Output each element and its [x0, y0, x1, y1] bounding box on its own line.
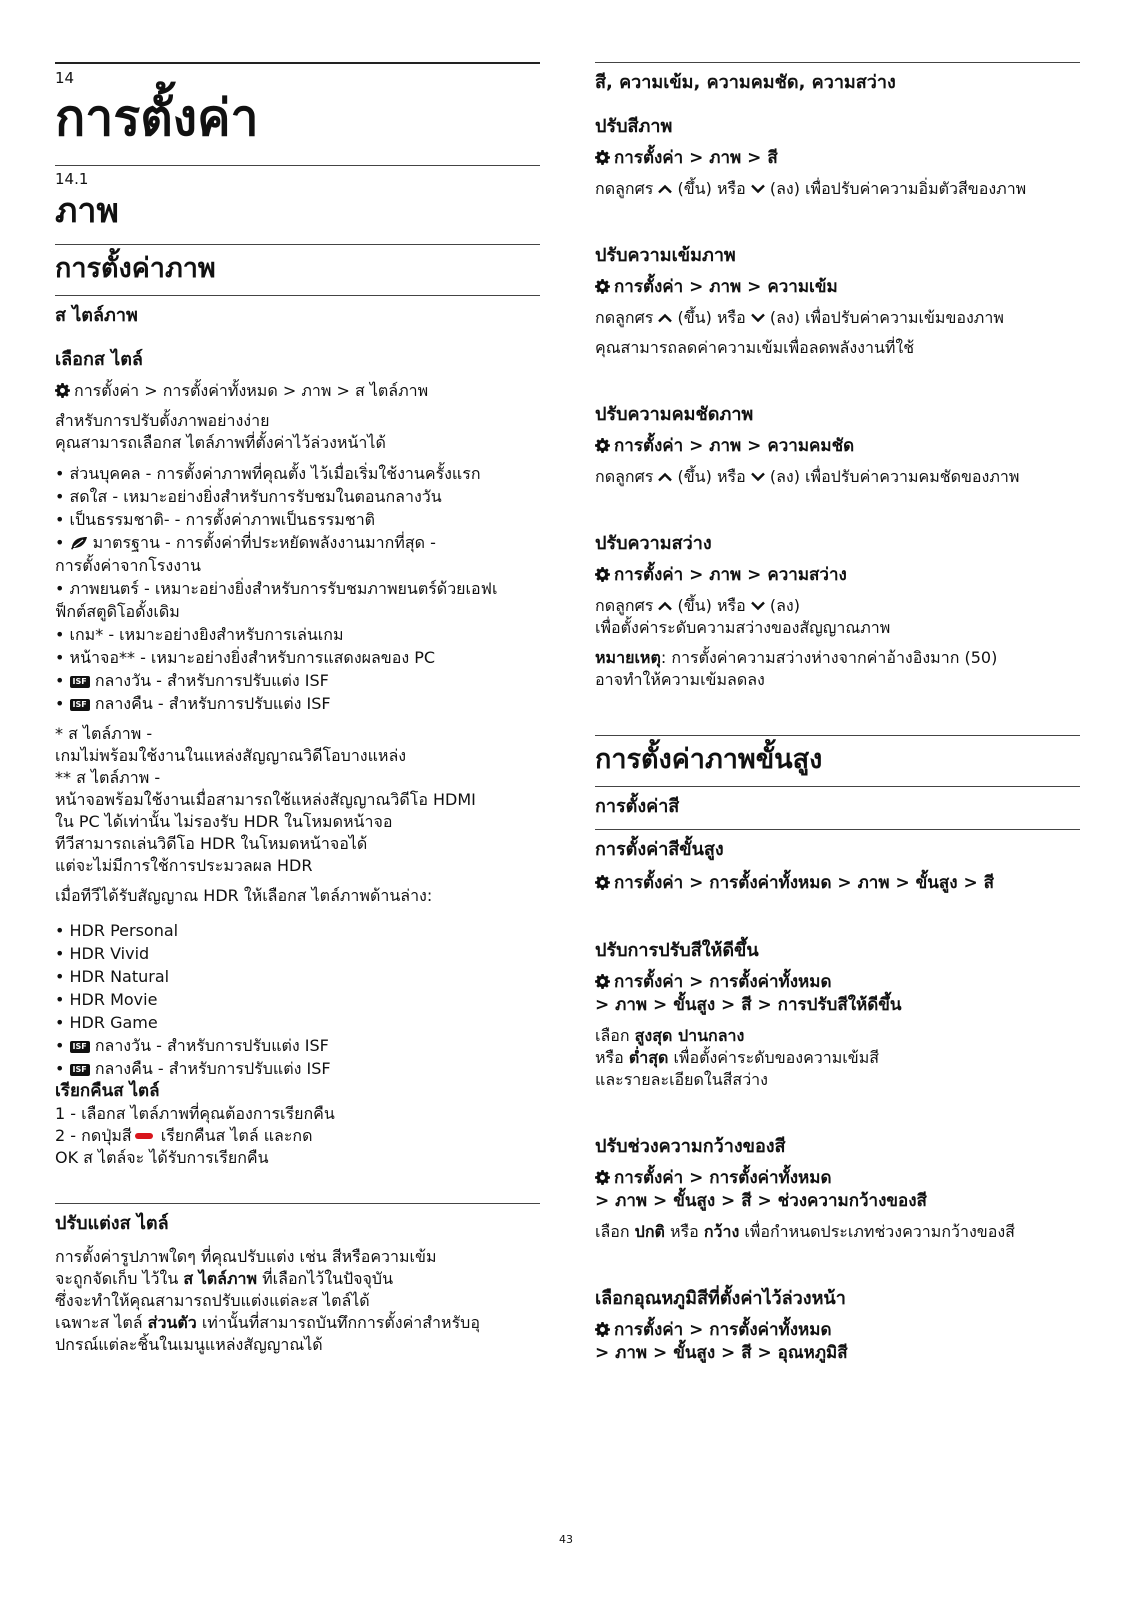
isf-icon: ISF	[70, 676, 90, 688]
text-line: อาจทำให้ความเข้มลดลง	[595, 670, 765, 689]
text-line: ที่เลือกไว้ในปัจจุบัน	[257, 1269, 394, 1288]
right-column	[595, 62, 1080, 1373]
text-line: (ลง) เพื่อปรับค่าความเข้มของภาพ	[764, 308, 1004, 327]
text-line: หรือ	[664, 1222, 704, 1241]
arrow-up-icon	[658, 313, 672, 323]
spacer	[595, 367, 1080, 393]
text-bold: กว้าง	[703, 1222, 740, 1241]
intro-line: สำหรับการปรับตั้งภาพอย่างง่าย	[55, 411, 270, 430]
bullet: •	[55, 671, 70, 690]
heading-color-gamut: ปรับช่วงความกว้างของสี	[595, 1136, 786, 1157]
page-number: 43	[559, 1533, 573, 1546]
spacer	[55, 1177, 540, 1203]
menu-path-text: การตั้งค่า > การตั้งค่าทั้งหมด	[614, 1320, 832, 1340]
list-item: • HDR Movie	[55, 990, 158, 1009]
list-item: • หน้าจอ** - เหมาะอย่างยิ่งสำหรับการแสดงผลของ PC	[55, 648, 436, 667]
arrow-up-icon	[658, 184, 672, 194]
text-bold: ส่วนตัว	[147, 1313, 197, 1332]
text-line: กดลูกศร	[595, 596, 659, 615]
sharpness-text	[595, 466, 1080, 488]
isf-icon: ISF	[70, 1041, 90, 1053]
menu-path-text: การตั้งค่า > ภาพ > สี	[614, 148, 778, 168]
spacer	[595, 1251, 1080, 1277]
heading-color: ปรับสีภาพ	[595, 116, 673, 137]
text-line: (ขึ้น) หรือ	[672, 467, 751, 486]
menu-path-text: การตั้งค่า > ภาพ > ความสว่าง	[614, 565, 847, 585]
footnote-line: * ส ไตล์ภาพ -	[55, 724, 153, 743]
text-line: เพื่อตั้งค่าระดับความสว่างของสัญญาณภาพ	[595, 618, 891, 637]
list-item	[55, 1057, 540, 1080]
spacer	[595, 1099, 1080, 1125]
intro-line: คุณสามารถเลือกส ไตล์ภาพที่ตั้งค่าไว้ล่วงหน้าได้	[55, 433, 386, 452]
menu-path-text: การตั้งค่า > ภาพ > ความเข้ม	[614, 277, 838, 297]
arrow-down-icon	[751, 472, 765, 482]
heading-advanced-picture: การตั้งค่าภาพขั้นสูง	[595, 744, 823, 775]
gear-icon	[595, 438, 610, 453]
enhancement-text	[595, 1025, 1080, 1091]
style-list	[55, 462, 540, 715]
text-line: และรายละเอียดในสีสว่าง	[595, 1070, 768, 1089]
menu-path-style	[55, 380, 540, 402]
list-item: • HDR Game	[55, 1013, 158, 1032]
list-text: กลางคืน - สำหรับการปรับแต่ง ISF	[89, 694, 331, 713]
text-line: กดลูกศร	[595, 467, 659, 486]
arrow-down-icon	[751, 601, 765, 611]
list-item	[55, 669, 540, 692]
left-column	[55, 62, 540, 1364]
spacer	[595, 699, 1080, 735]
menu-path-text: > ภาพ > ขั้นสูง > สี > การปรับสีให้ดีขึ้น	[595, 995, 902, 1015]
chapter-number: 14	[55, 69, 75, 87]
intro-text	[55, 410, 540, 454]
eco-leaf-icon	[70, 536, 88, 550]
gear-icon	[595, 1170, 610, 1185]
text-bold: สูงสุด ปานกลาง	[634, 1026, 745, 1045]
text-line: (ลง)	[764, 596, 800, 615]
spacer	[595, 496, 1080, 522]
text-line: เท่านั้นที่สามารถบันทึกการตั้งค่าสำหรับอุ	[196, 1313, 480, 1332]
step-line: 1 - เลือกส ไตล์ภาพที่คุณต้องการเรียกคืน	[55, 1104, 335, 1123]
list-text: • ภาพยนตร์ - เหมาะอย่างยิ่งสำหรับการรับชมภาพยนตร์ด้วยเอฟเ	[55, 579, 498, 598]
customize-text	[55, 1246, 540, 1356]
menu-path-temperature	[595, 1319, 1080, 1365]
footnote	[55, 723, 540, 877]
heading-picture-style: ส ไตล์ภาพ	[55, 305, 138, 326]
footnote-line: แต่จะไม่มีการใช้การประมวลผล HDR	[55, 856, 313, 875]
section-title: ภาพ	[55, 191, 119, 231]
step-line: เรียกคืนส ไตล์ และกด	[155, 1126, 313, 1145]
heading-picture-settings: การตั้งค่าภาพ	[55, 253, 216, 284]
isf-icon: ISF	[70, 699, 90, 711]
menu-path-text: > ภาพ > ขั้นสูง > สี > ช่วงความกว้างของสี	[595, 1191, 927, 1211]
gamut-text	[595, 1221, 1080, 1243]
contrast-text	[595, 307, 1080, 329]
text-line: ซึ่งจะทำให้คุณสามารถปรับแต่งแต่ละส ไตล์ได้	[55, 1291, 370, 1310]
list-item: • เกม* - เหมาะอย่างยิงสำหรับการเล่นเกม	[55, 625, 344, 644]
heading-customize-style: ปรับแต่งส ไตล์	[55, 1213, 169, 1234]
text-line: การตั้งค่ารูปภาพใดๆ ที่คุณปรับแต่ง เช่น สีหรือความเข้ม	[55, 1247, 437, 1266]
text-line: ปกรณ์แต่ละชิ้นในเมนูแหล่งสัญญาณได้	[55, 1335, 323, 1354]
menu-path-brightness	[595, 564, 1080, 587]
text-line: (ขึ้น) หรือ	[672, 179, 751, 198]
menu-path-text: > ภาพ > ขั้นสูง > สี > อุณหภูมิสี	[595, 1343, 848, 1363]
list-item: • HDR Personal	[55, 921, 179, 940]
menu-path-text: การตั้งค่า > การตั้งค่าทั้งหมด > ภาพ > ขั้นสูง > สี	[614, 873, 994, 893]
chapter-title: การตั้งค่า	[55, 89, 259, 147]
heading-restore-style: เรียกคืนส ไตล์	[55, 1081, 160, 1101]
gear-icon	[595, 974, 610, 989]
isf-icon: ISF	[70, 1064, 90, 1076]
text-line: เลือก	[595, 1222, 635, 1241]
menu-path-color	[595, 147, 1080, 170]
gear-icon	[595, 567, 610, 582]
heading-advanced-color: การตั้งค่าสีขั้นสูง	[595, 839, 724, 860]
red-key-icon	[135, 1133, 153, 1139]
gear-icon	[595, 1322, 610, 1337]
menu-path-text: การตั้งค่า > การตั้งค่าทั้งหมด > ภาพ > ส ไตล์ภาพ	[74, 381, 429, 400]
hdr-style-list	[55, 919, 540, 1080]
bullet: •	[55, 533, 70, 552]
text-line: หรือ	[595, 1048, 629, 1067]
step-line: 2 - กดปุ่มสี	[55, 1126, 132, 1145]
list-item	[55, 531, 540, 577]
list-item: • HDR Natural	[55, 967, 170, 986]
heading-color-enhancement: ปรับการปรับสีให้ดีขึ้น	[595, 940, 759, 961]
text-line: เพื่อตั้งค่าระดับของความเข้มสี	[668, 1048, 880, 1067]
brightness-note	[595, 647, 1080, 691]
heading-color-temperature: เลือกอุณหภูมิสีที่ตั้งค่าไว้ล่วงหน้า	[595, 1288, 846, 1309]
footnote-line: ใน PC ได้เท่านั้น ไม่รองรับ HDR ในโหมดหน้าจอ	[55, 812, 393, 831]
text-line: : การตั้งค่าความสว่างห่างจากค่าอ้างอิงมาก (50)	[660, 648, 998, 667]
color-text	[595, 178, 1080, 200]
list-text: ฟ็กต์สตูดิโอดั้งเดิม	[55, 602, 180, 621]
footnote-line: เกมไม่พร้อมใช้งานในแหล่งสัญญาณวิดีโอบางแหล่ง	[55, 746, 407, 765]
menu-path-text: การตั้งค่า > การตั้งค่าทั้งหมด	[614, 1168, 832, 1188]
list-item	[55, 577, 540, 623]
list-item: • HDR Vivid	[55, 944, 150, 963]
brightness-text	[595, 595, 1080, 639]
menu-path-gamut	[595, 1167, 1080, 1213]
menu-path-sharpness	[595, 435, 1080, 458]
list-item: • สดใส - เหมาะอย่างยิ่งสำหรับการรับชมในตอนกลางวัน	[55, 487, 442, 506]
footnote-line: ** ส ไตล์ภาพ -	[55, 768, 161, 787]
text-line: เลือก	[595, 1026, 635, 1045]
menu-path-text: การตั้งค่า > การตั้งค่าทั้งหมด	[614, 972, 832, 992]
list-text: การตั้งค่าจากโรงงาน	[55, 556, 201, 575]
text-line: (ขึ้น) หรือ	[672, 308, 751, 327]
menu-path-adv-color	[595, 872, 1080, 895]
list-text: มาตรฐาน - การตั้งค่าที่ประหยัดพลังงานมากที่สุด -	[87, 533, 436, 552]
spacer	[595, 903, 1080, 929]
bullet: •	[55, 1036, 70, 1055]
list-item	[55, 1034, 540, 1057]
text-line: (ขึ้น) หรือ	[672, 596, 751, 615]
heading-color-settings: การตั้งค่าสี	[595, 796, 680, 817]
heading-select-style: เลือกส ไตล์	[55, 349, 143, 370]
gear-icon	[595, 875, 610, 890]
text-line: กดลูกศร	[595, 179, 659, 198]
gear-icon	[595, 279, 610, 294]
list-item: • ส่วนบุคคล - การตั้งค่าภาพที่คุณตั้ง ไว้เมื่อเริ่มใช้งานครั้งแรก	[55, 464, 481, 483]
arrow-down-icon	[751, 313, 765, 323]
footnote-line: หน้าจอพร้อมใช้งานเมื่อสามารถใช้แหล่งสัญญาณวิดีโอ HDMI	[55, 790, 476, 809]
gear-icon	[55, 383, 70, 398]
spacer	[595, 208, 1080, 234]
step-line: OK ส ไตล์จะ ได้รับการเรียกคืน	[55, 1148, 269, 1167]
contrast-extra: คุณสามารถลดค่าความเข้มเพื่อลดพลังงานที่ใช้	[595, 338, 915, 357]
list-item: • เป็นธรรมชาติ- - การตั้งค่าภาพเป็นธรรมชาติ	[55, 510, 376, 529]
arrow-up-icon	[658, 472, 672, 482]
list-text: กลางวัน - สำหรับการปรับแต่ง ISF	[89, 671, 329, 690]
text-bold: ส ไตล์ภาพ	[183, 1269, 258, 1288]
arrow-up-icon	[658, 601, 672, 611]
text-line: เพื่อกำหนดประเภทช่วงความกว้างของสี	[739, 1222, 1015, 1241]
list-text: กลางวัน - สำหรับการปรับแต่ง ISF	[89, 1036, 329, 1055]
heading-color-contrast: สี, ความเข้ม, ความคมชัด, ความสว่าง	[595, 72, 896, 93]
heading-brightness: ปรับความสว่าง	[595, 533, 712, 554]
section-number: 14.1	[55, 170, 89, 188]
arrow-down-icon	[751, 184, 765, 194]
menu-path-text: การตั้งค่า > ภาพ > ความคมชัด	[614, 436, 855, 456]
heading-sharpness: ปรับความคมชัดภาพ	[595, 404, 754, 425]
text-line: เฉพาะส ไตล์	[55, 1313, 148, 1332]
text-bold: ต่ำสุด	[628, 1048, 669, 1067]
footnote-line: ทีวีสามารถเล่นวิดีโอ HDR ในโหมดหน้าจอได้	[55, 834, 368, 853]
text-line: จะถูกจัดเก็บ ไว้ใน	[55, 1269, 184, 1288]
hdr-intro: เมื่อทีวีได้รับสัญญาณ HDR ให้เลือกส ไตล์ภาพด้านล่าง:	[55, 886, 433, 905]
text-line: (ลง) เพื่อปรับค่าความอิ่มตัวสีของภาพ	[764, 179, 1027, 198]
list-item	[55, 692, 540, 715]
restore-steps	[55, 1103, 540, 1169]
menu-path-contrast	[595, 276, 1080, 299]
text-line: (ลง) เพื่อปรับค่าความคมชัดของภาพ	[764, 467, 1020, 486]
gear-icon	[595, 150, 610, 165]
heading-contrast: ปรับความเข้มภาพ	[595, 245, 736, 266]
note-label: หมายเหตุ	[595, 648, 661, 667]
text-bold: ปกติ	[634, 1222, 665, 1241]
bullet: •	[55, 694, 70, 713]
menu-path-enhancement	[595, 971, 1080, 1017]
list-text: กลางคืน - สำหรับการปรับแต่ง ISF	[89, 1059, 331, 1078]
bullet: •	[55, 1059, 70, 1078]
text-line: กดลูกศร	[595, 308, 659, 327]
